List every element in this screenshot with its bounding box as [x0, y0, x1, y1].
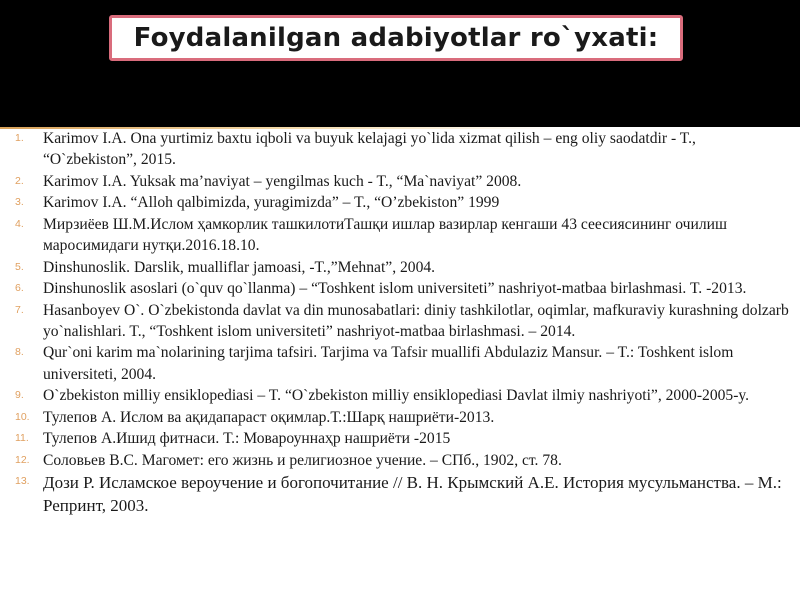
reference-number: 4.: [15, 217, 24, 230]
reference-text: Karimov I.A. “Alloh qalbimizda, yuragimizda” – T., “O’zbekiston” 1999: [43, 194, 500, 212]
reference-item: [0, 278, 800, 299]
reference-item: [0, 385, 800, 406]
reference-item: [0, 171, 800, 192]
reference-item: [0, 471, 800, 517]
reference-number: 3.: [15, 196, 24, 209]
reference-item: [0, 407, 800, 428]
reference-text: Qur`oni karim ma`nolarining tarjima tafsiri. Tarjima va Tafsir muallifi Abdulaziz Mansur. – T.: Toshkent islom universiteti, 2004.: [43, 344, 734, 383]
reference-text: Тулепов А. Ислом ва ақидапараст оқимлар.Т.:Шарқ нашриёти-2013.: [43, 408, 495, 426]
reference-number: 9.: [15, 389, 24, 402]
reference-text: Dinshunoslik. Darslik, mualliflar jamoasi, -T.,”Mehnat”, 2004.: [43, 258, 436, 276]
reference-number: 8.: [15, 346, 24, 359]
reference-item: [0, 342, 800, 385]
reference-number: 7.: [15, 303, 24, 316]
reference-text: Dinshunoslik asoslari (o`quv qo`llanma) – “Toshkent islom universiteti” nashriyot-matbaa birlashmasi. T. -2013.: [43, 280, 747, 298]
reference-number: 11.: [15, 432, 29, 445]
reference-item: [0, 192, 800, 213]
page-title: Foydalanilgan adabiyotlar ro`yxati:: [133, 23, 659, 53]
reference-text: Тулепов А.Ишид фитнаси. Т.: Мовароуннаҳр нашриёти -2015: [43, 430, 451, 448]
reference-list: [0, 128, 800, 517]
reference-text: Мирзиёев Ш.М.Ислом ҳамкорлик ташкилотиТашқи ишлар вазирлар кенгаши 43 сеесиясининг очилиш маросимидаги нутқи.2016.18.10.: [43, 215, 727, 255]
title-box: [109, 15, 683, 61]
reference-item: [0, 428, 800, 449]
reference-text: Hasanboyev O`. O`zbekistonda davlat va din munosabatlari: diniy tashkilotlar, oqimlar, mafkuraviy kurashning dolzarb yo`nalishlari. T., “Toshkent islom universiteti” nashriyot-matbaa birlashmasi. – 2014.: [43, 301, 789, 340]
reference-item: [0, 450, 800, 471]
reference-number: 6.: [15, 282, 24, 295]
reference-number: 10.: [15, 410, 30, 423]
reference-text: O`zbekiston milliy ensiklopediasi – T. “O`zbekiston milliy ensiklopediasi Davlat ilmiy nashriyoti”, 2000-2005-y.: [43, 387, 750, 405]
reference-number: 1.: [15, 132, 24, 144]
reference-text: Karimov I.A. Ona yurtimiz baxtu iqboli va buyuk kelajagi yo`lida xizmat qilish – eng oliy saodatdir - T., “O`zbekiston”, 2015.: [43, 130, 696, 169]
reference-number: 13.: [15, 475, 30, 487]
reference-text: Karimov I.A. Yuksak ma’naviyat – yengilmas kuch - T., “Ma`naviyat” 2008.: [43, 172, 522, 190]
reference-number: 2.: [15, 174, 24, 187]
reference-item: [0, 257, 800, 278]
reference-text: Соловьев В.С. Магомет: его жизнь и религиозное учение. – СПб., 1902, ст. 78.: [43, 451, 562, 469]
reference-text: Дози Р. Исламское вероучение и богопочитание // В. Н. Крымский А.Е. История мусульманства. – М.: Репринт, 2003.: [43, 473, 782, 515]
reference-number: 12.: [15, 453, 30, 466]
reference-number: 5.: [15, 260, 24, 273]
reference-item: [0, 214, 800, 257]
reference-item: [0, 300, 800, 343]
reference-item: [0, 128, 800, 171]
